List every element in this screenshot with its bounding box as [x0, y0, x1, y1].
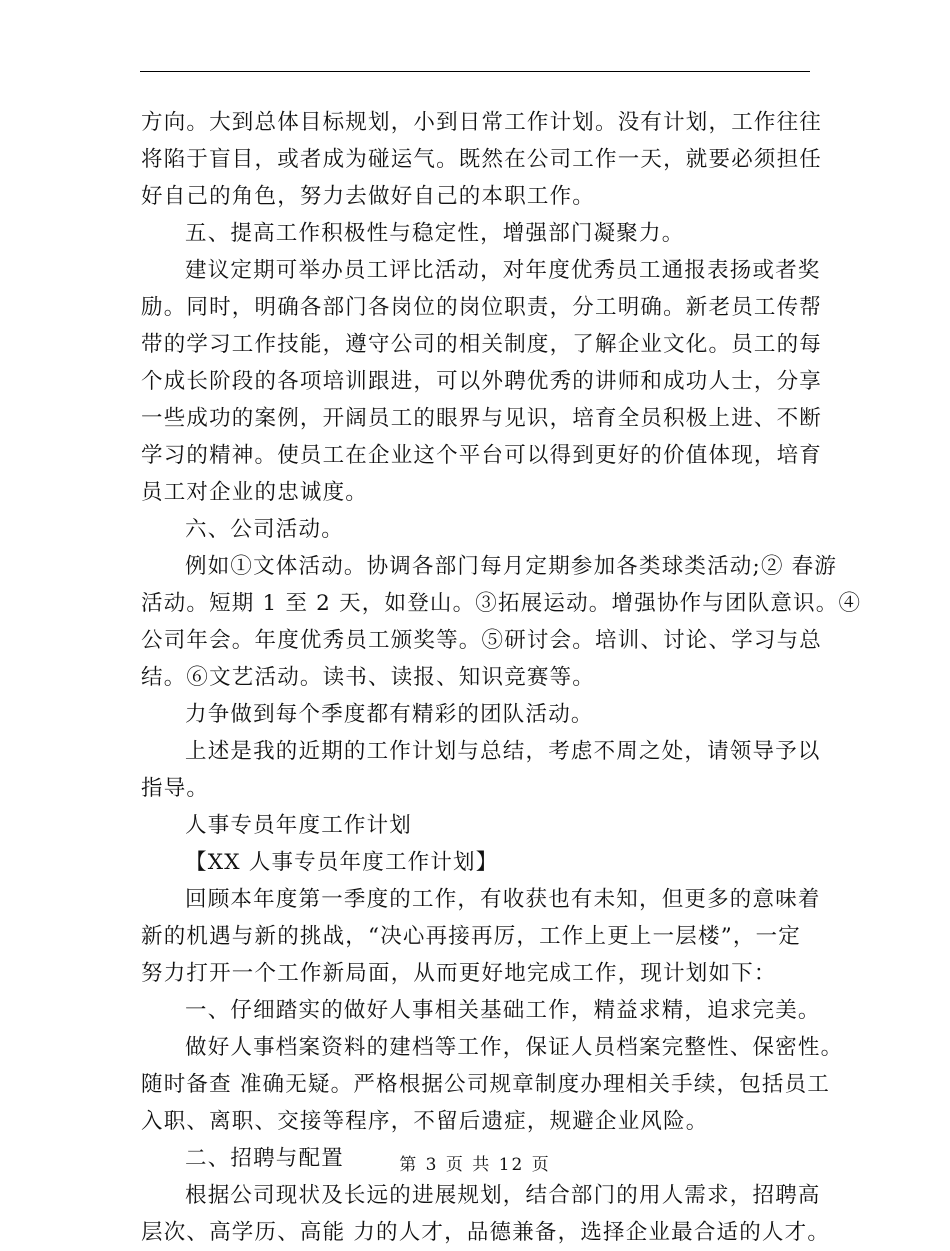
- text-line: 例如①文体活动。协调各部门每月定期参加各类球类活动;② 春游: [185, 554, 838, 579]
- text-line: 努力打开一个工作新局面，从而更好地完成工作，现计划如下：: [141, 961, 777, 986]
- text-line: 个成长阶段的各项培训跟进，可以外聘优秀的讲师和成功人士，分享: [141, 369, 823, 394]
- text-line: 人事专员年度工作计划: [185, 813, 413, 838]
- text-line: 随时备查 准确无疑。严格根据公司规章制度办理相关手续，包括员工: [141, 1072, 831, 1097]
- text-line: 上述是我的近期的工作计划与总结，考虑不周之处，请领导予以: [185, 739, 821, 764]
- text-line: 一、仔细踏实的做好人事相关基础工作，精益求精，追求完美。: [185, 998, 821, 1023]
- text-line: 公司年会。年度优秀员工颁奖等。⑤研讨会。培训、讨论、学习与总: [141, 628, 823, 653]
- text-line: 带的学习工作技能，遵守公司的相关制度，了解企业文化。员工的每: [141, 332, 823, 357]
- text-line: 做好人事档案资料的建档等工作，保证人员档案完整性、保密性。: [185, 1035, 844, 1060]
- text-line: 活动。短期 1 至 2 天，如登山。③拓展运动。增强协作与团队意识。④: [141, 591, 862, 616]
- text-line: 根据公司现状及长远的进展规划，结合部门的用人需求，招聘高: [185, 1183, 821, 1208]
- document-body: [141, 104, 862, 1251]
- text-line: 层次、高学历、高能 力的人才，品德兼备，选择企业最合适的人才。: [141, 1220, 831, 1245]
- text-line: 回顾本年度第一季度的工作，有收获也有未知，但更多的意味着: [185, 887, 821, 912]
- text-line: 建议定期可举办员工评比活动，对年度优秀员工通报表扬或者奖: [185, 258, 821, 283]
- text-line: 六、公司活动。: [185, 517, 344, 542]
- text-line: 力争做到每个季度都有精彩的团队活动。: [185, 702, 594, 727]
- text-line: 一些成功的案例，开阔员工的眼界与见识，培育全员积极上进、不断: [141, 406, 823, 431]
- text-line: 好自己的角色，努力去做好自己的本职工作。: [141, 184, 596, 209]
- page-number-footer: 第 3 页 共 12 页: [399, 1155, 551, 1175]
- text-line: 励。同时，明确各部门各岗位的岗位职责，分工明确。新老员工传帮: [141, 295, 823, 320]
- text-line: 【XX 人事专员年度工作计划】: [185, 850, 499, 875]
- text-line: 将陷于盲目，或者成为碰运气。既然在公司工作一天，就要必须担任: [141, 147, 823, 172]
- text-line: 新的机遇与新的挑战，“决心再接再厉，工作上更上一层楼”，一定: [141, 924, 801, 949]
- text-line: 入职、离职、交接等程序，不留后遗症，规避企业风险。: [141, 1109, 709, 1134]
- text-line: 学习的精神。使员工在企业这个平台可以得到更好的价值体现，培育: [141, 443, 823, 468]
- text-line: 二、招聘与配置: [185, 1146, 344, 1171]
- text-line: 方向。大到总体目标规划，小到日常工作计划。没有计划，工作往往: [141, 110, 823, 135]
- header-rule: [140, 71, 810, 72]
- text-line: 结。⑥文艺活动。读书、读报、知识竞赛等。: [141, 665, 596, 690]
- text-line: 五、提高工作积极性与稳定性，增强部门凝聚力。: [185, 221, 685, 246]
- text-line: 指导。: [141, 776, 210, 801]
- text-line: 员工对企业的忠诚度。: [141, 480, 369, 505]
